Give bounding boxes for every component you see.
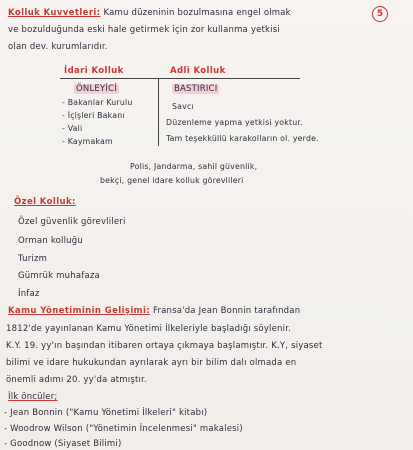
- adli-item-3: Tam teşekküllü karakolların ol. yerde.: [166, 134, 319, 143]
- page-number: 5: [372, 6, 388, 22]
- gelisim-line4: bilimi ve idare hukukundan ayrılarak ayrı bir bilim dalı olmada en: [6, 358, 297, 368]
- oncu-item-2: - Woodrow Wilson ("Yönetimin İncelenmesi" makalesi): [4, 424, 243, 434]
- kolluk-definition-text: Kamu düzeninin bozulmasına engel olmak: [103, 8, 291, 18]
- gelisim-line2: 1812'de yayınlanan Kamu Yönetimi İlkeleriyle başladığı söylenir.: [6, 324, 292, 334]
- kolluk-title: Kolluk Kuvvetleri:: [8, 8, 101, 18]
- adli-item-2: Düzenleme yapma yetkisi yoktur.: [166, 118, 303, 127]
- kolluk-definition-line1: [8, 8, 291, 18]
- oncu-item-1: - Jean Bonnin ("Kamu Yönetimi İlkeleri" kitabı): [4, 408, 208, 418]
- ilk-onculer-title: İlk öncüler;: [8, 392, 58, 402]
- idari-item-4: - Kaymakam: [62, 137, 113, 146]
- police-units-line1: Polis, Jandarma, sahil güvenlik,: [130, 162, 258, 171]
- gelisim-line1: [8, 306, 300, 316]
- kolluk-definition-line2: ve bozulduğunda eski hale getirmek için zor kullanma yetkisi: [8, 25, 280, 35]
- idari-item-2: - İçişleri Bakanı: [62, 111, 125, 120]
- gelisim-line5: önemli adımı 20. yy'da atmıştır.: [6, 375, 147, 385]
- gelisim-line3: K.Y. 19. yy'ın başından itibaren ortaya çıkmaya başlamıştır. K.Y, siyaset: [6, 341, 323, 351]
- kolluk-definition-line3: olan dev. kurumlarıdır.: [8, 42, 108, 52]
- idari-kolluk-header: İdari Kolluk: [64, 66, 124, 76]
- table-horizontal-rule: [60, 78, 300, 79]
- idari-item-1: - Bakanlar Kurulu: [62, 98, 133, 107]
- oncu-item-3: - Goodnow (Siyaset Bilimi): [4, 439, 122, 449]
- ozel-item-2: Orman kolluğu: [18, 236, 83, 246]
- table-vertical-rule: [158, 78, 159, 146]
- gelisim-title: Kamu Yönetiminin Gelişimi:: [8, 306, 151, 316]
- adli-item-1: Savcı: [172, 102, 194, 111]
- idari-item-3: - Vali: [62, 124, 83, 133]
- onleyici-label: ÖNLEYİCİ: [76, 84, 117, 94]
- adli-kolluk-header: Adli Kolluk: [170, 66, 226, 76]
- bastirici-label: BASTIRICI: [174, 84, 218, 94]
- ozel-item-1: Özel güvenlik görevlileri: [18, 217, 126, 227]
- police-units-line2: bekçi, genel idare kolluk görevlileri: [100, 176, 244, 185]
- gelisim-line1-text: Fransa'da Jean Bonnin tarafından: [152, 306, 301, 316]
- ozel-kolluk-title: Özel Kolluk:: [14, 197, 76, 207]
- ozel-item-3: Turizm: [18, 254, 48, 264]
- ozel-item-4: Gümrük muhafaza: [18, 271, 100, 281]
- ozel-item-5: İnfaz: [18, 289, 40, 299]
